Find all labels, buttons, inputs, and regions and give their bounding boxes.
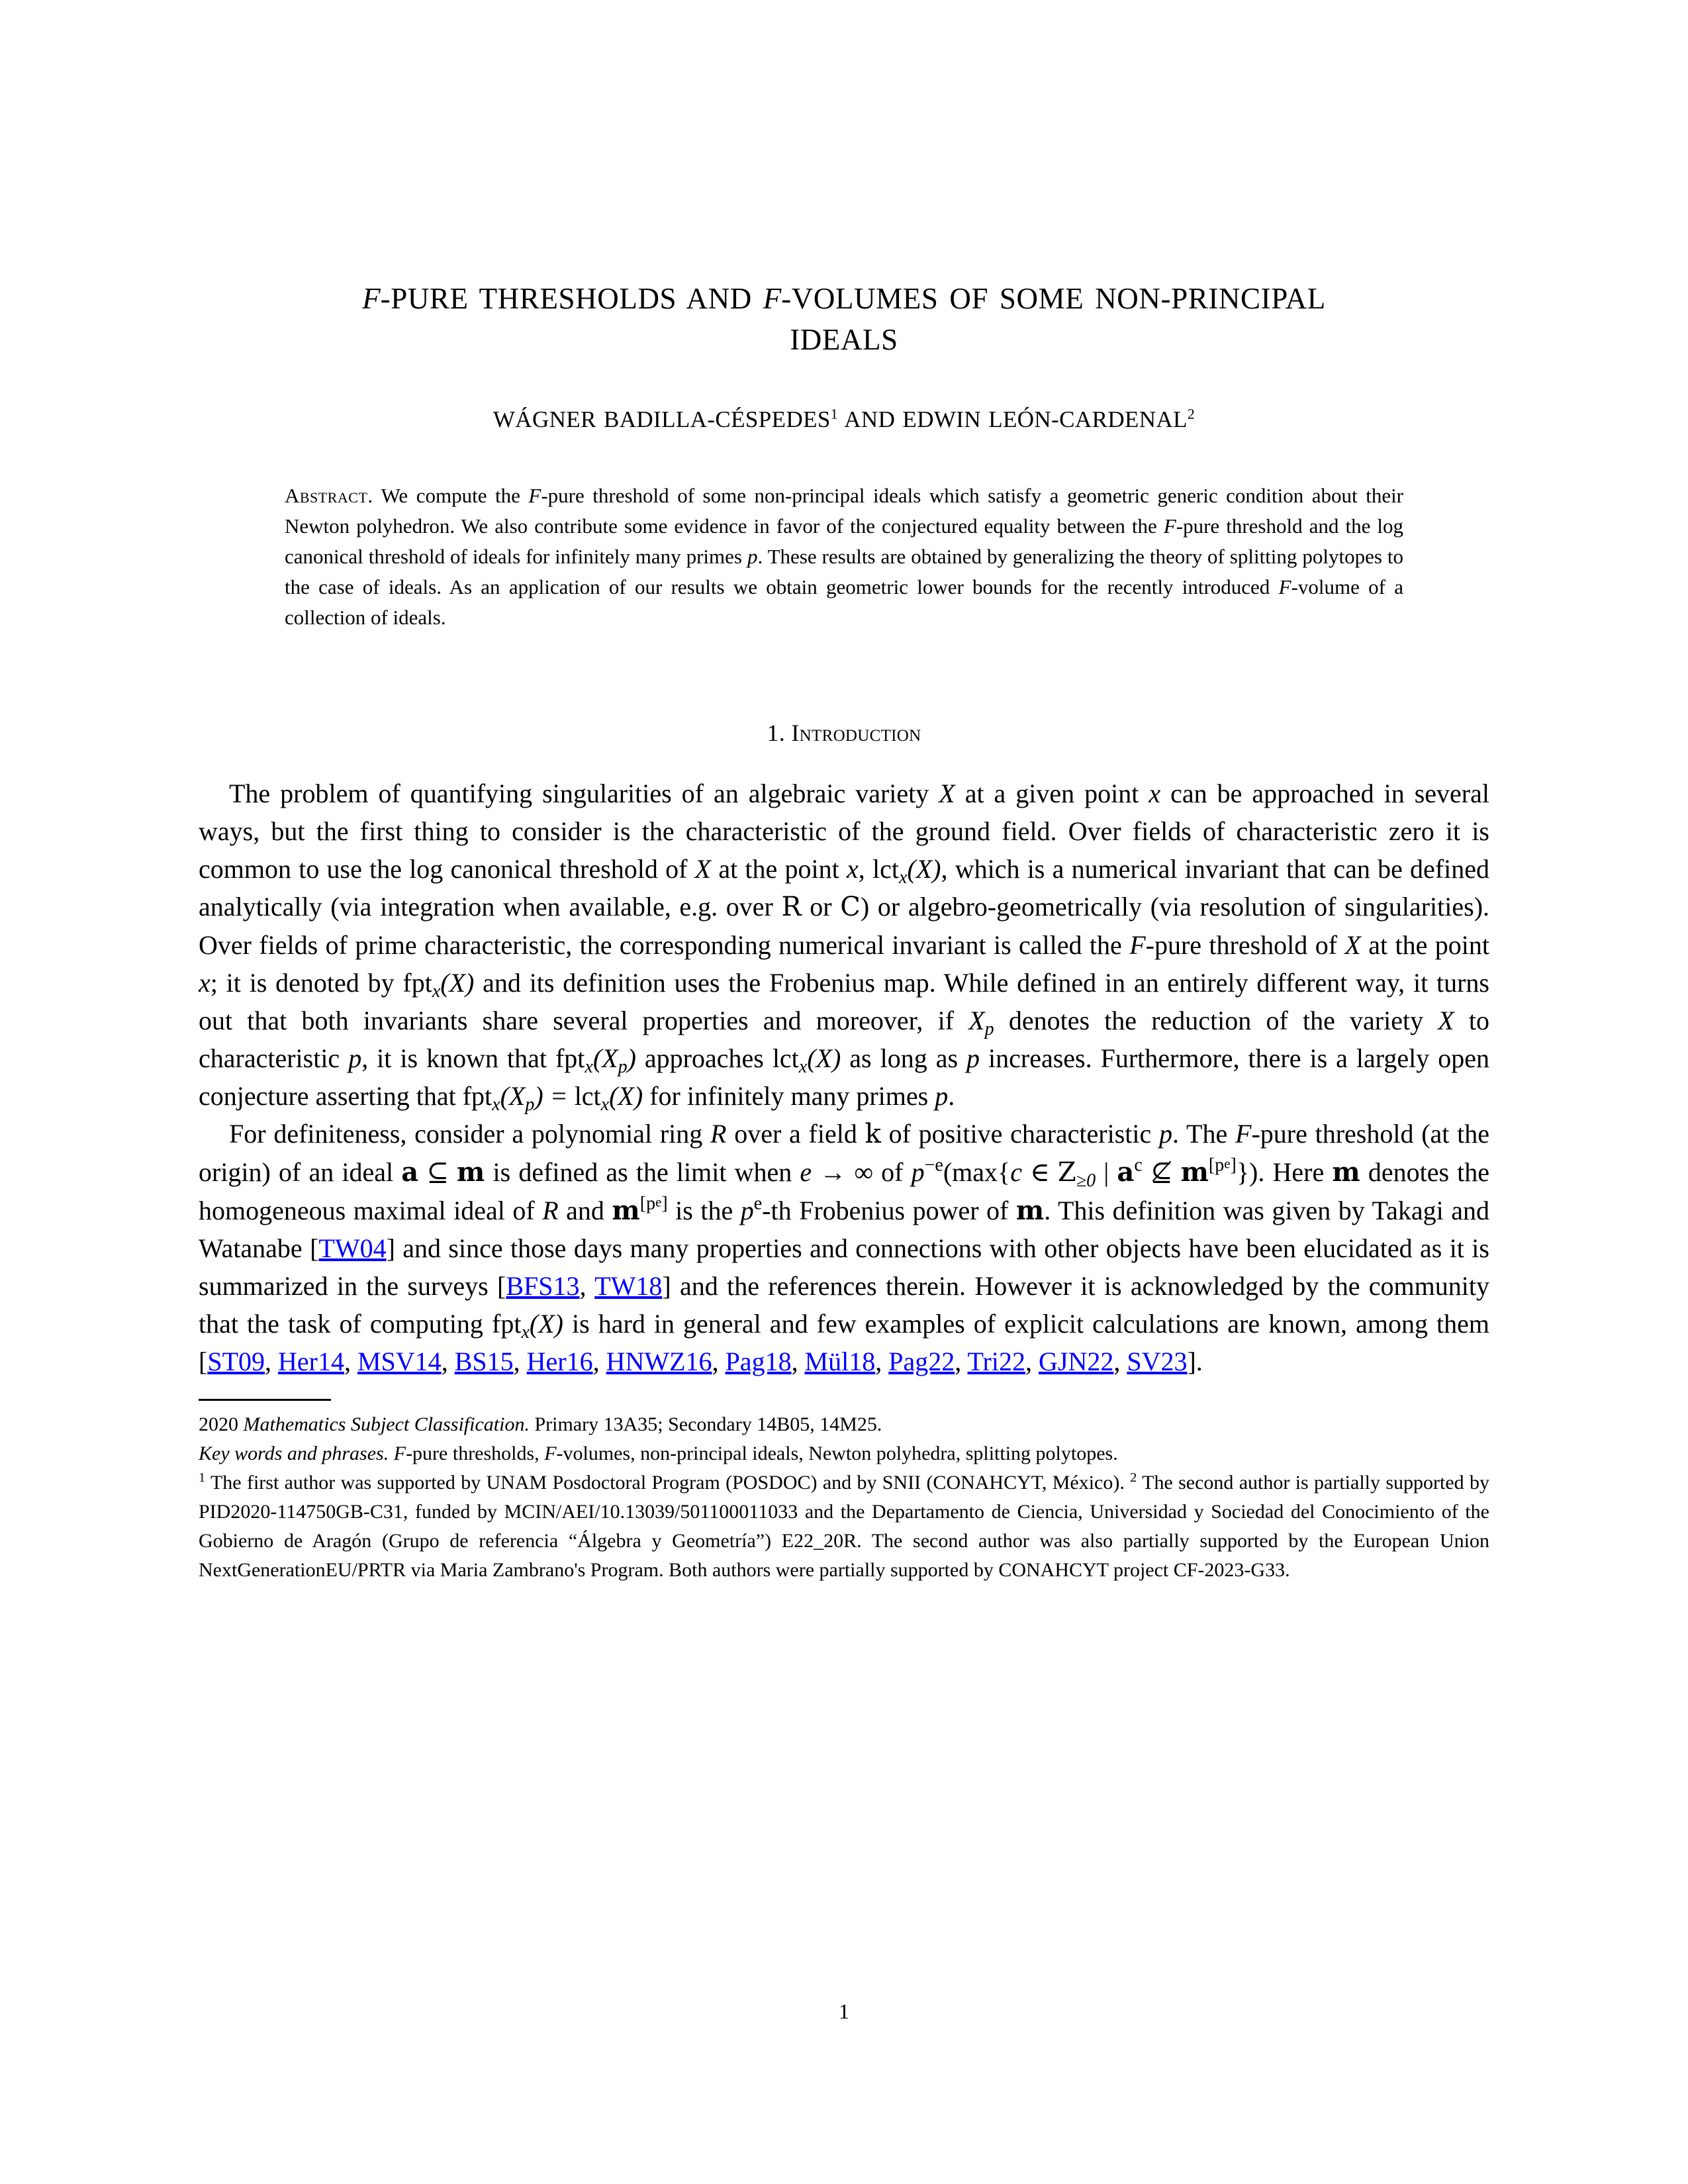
p2-fraktur-a-2: a: [1117, 1157, 1135, 1188]
p1-m14: p: [348, 1043, 362, 1073]
p2-fraktur-m-4-exp-b: e: [655, 1194, 662, 1210]
abstract-block: [285, 481, 1403, 633]
title-text-a: -: [380, 282, 391, 315]
abstract-math-f-1: F: [528, 484, 541, 507]
p1-s16: approaches: [635, 1043, 773, 1073]
footnote-divider: [199, 1399, 331, 1401]
section-title: Introduction: [791, 720, 921, 746]
p1-s6: , which is a numerical invariant that can be defined analytically (via integration when available, e.g. over: [199, 854, 1490, 922]
abstract-t4: . These results are obtained by generalizing the theory of splitting polytopes to the case of ideals. As an application of our results we obtain geometric lower bounds for the recently introduced: [285, 545, 1403, 598]
citation-hnwz16[interactable]: HNWZ16: [606, 1347, 712, 1376]
p2-s2: over a field: [726, 1119, 865, 1149]
author-1-footnote-mark: 1: [830, 406, 839, 422]
p1-m2: x: [1149, 779, 1161, 808]
p2-s15: and: [558, 1196, 612, 1225]
p1-fpt-1-sub: x: [432, 980, 441, 1002]
p2-fraktur-m-4: m: [612, 1195, 640, 1226]
p2-fraktur-a-1: a: [401, 1157, 419, 1188]
p2-s19: ] and since those days many properties and connections with other objects have been elucidated as it is summarized in the surveys [: [199, 1233, 1489, 1301]
p1-fpt-2-arg: (X: [592, 1043, 618, 1073]
p1-m10: x: [199, 968, 211, 998]
p1-m13: X: [1438, 1006, 1454, 1035]
p2-var-c: c: [1010, 1157, 1022, 1187]
footnote-funding: [199, 1468, 1489, 1585]
p1-m3: X: [694, 854, 712, 884]
p2-s23: ].: [1187, 1347, 1203, 1376]
p2-blackboard-z-sub: ≥0: [1076, 1170, 1096, 1191]
p2-fraktur-m-1: m: [457, 1157, 485, 1188]
p2-s4: . The: [1172, 1119, 1235, 1149]
p2-fpt-arg: (X): [529, 1309, 563, 1339]
keywords-b: -pure thresholds,: [406, 1443, 545, 1464]
p2-s16: is the: [667, 1196, 741, 1225]
p1-fpt-1-arg: (X): [440, 968, 475, 998]
abstract-label: Abstract.: [285, 484, 373, 507]
p1-m1: X: [939, 779, 955, 808]
p1-lct-1: lct: [872, 854, 899, 884]
p1-blackboard-r: R: [781, 892, 802, 922]
p2-ring-r-2: R: [542, 1196, 559, 1225]
p2-s11: |: [1096, 1157, 1117, 1187]
citation-bfs13[interactable]: BFS13: [506, 1271, 580, 1301]
p2-p-e: p: [740, 1196, 754, 1225]
p1-fpt-2-sub: x: [585, 1056, 593, 1077]
p1-lct-1-sub: x: [898, 867, 908, 888]
title-line-2: IDEALS: [790, 323, 898, 356]
p1-s8: ) or algebro-geometrically (via resolution of singularities). Over fields of prime characteristic, the corresponding numerical invariant is called the: [199, 892, 1490, 960]
p2-s10: ∈: [1022, 1157, 1058, 1187]
title-text-c: -VOLUMES OF SOME NON-PRINCIPAL: [781, 282, 1326, 315]
author-line: [199, 406, 1489, 433]
p2-ring-r: R: [710, 1119, 727, 1149]
p2-fraktur-a-2-exp: c: [1134, 1155, 1143, 1176]
p1-s15: , it is known that: [361, 1043, 555, 1073]
abstract-t2: -pure threshold of some non-principal ideals which satisfy a geometric generic condition about their Newton polyhedron. We also contribute some evidence in favor of the conjectured equality between the: [285, 484, 1404, 538]
p1-lct-3-arg: (X): [609, 1081, 643, 1111]
abstract-t1: We compute the: [373, 484, 529, 507]
p1-fpt-2: fpt: [555, 1043, 585, 1073]
footnote-2-text: The second author is partially supported by PID2020-114750GB-C31, funded by MCIN/AEI/10.13039/501100011033 and the Departamento de Ciencia, Universidad y Sociedad del Conocimiento of the Gobierno de Aragón (Grupo de referencia “Álgebra y Geometría”) E22_20R. The second author was also partially supported by the European Union NextGenerationEU/PRTR via Maria Zambrano's Program. Both authors were partially supported by CONAHCYT project CF-2023-G33.: [199, 1472, 1489, 1581]
abstract-math-f-2: F: [1163, 514, 1176, 538]
paragraph-1: [199, 775, 1489, 1115]
p1-s5: ,: [858, 854, 872, 884]
p2-p-power: p: [911, 1157, 925, 1187]
citation-tw18[interactable]: TW18: [594, 1271, 663, 1301]
footnote-msc: [199, 1410, 1489, 1439]
p2-s17: -th Frobenius power of: [762, 1196, 1016, 1225]
p2-fraktur-m-4-exp-c: ]: [661, 1193, 668, 1214]
title-line-1: [199, 278, 1489, 319]
p2-p-power-exp: −e: [924, 1155, 943, 1176]
p2-char-p: p: [1159, 1119, 1173, 1149]
p2-s6: ⊆: [418, 1157, 457, 1187]
p1-xp-sub: p: [984, 1018, 994, 1039]
section-number: 1.: [767, 720, 786, 746]
p1-s1: The problem of quantifying singularities of an algebraic variety: [229, 779, 939, 808]
msc-label: Mathematics Subject Classification.: [243, 1413, 530, 1435]
p1-fpt-2-arg-sub: p: [618, 1056, 628, 1077]
p2-fpt: fpt: [492, 1309, 522, 1339]
p2-var-e: e: [800, 1157, 812, 1187]
citation-msv14[interactable]: MSV14: [357, 1347, 442, 1376]
page-title: [199, 278, 1489, 360]
p1-m20: p: [935, 1081, 949, 1111]
p2-blackboard-z: Z: [1057, 1157, 1076, 1188]
citation-her16[interactable]: Her16: [526, 1347, 593, 1376]
p2-s20: ,: [579, 1271, 595, 1301]
page-content: [199, 0, 1489, 1585]
p1-m9: X: [1344, 930, 1361, 960]
p2-field-k: k: [865, 1119, 881, 1149]
author-name-2: EDWIN LEÓN-CARDENAL: [902, 406, 1188, 432]
msc-year: 2020: [199, 1413, 244, 1435]
p1-lct-2: lct: [772, 1043, 799, 1073]
p1-fpt-3-arg: (X: [500, 1081, 526, 1111]
p1-s7: or: [801, 892, 841, 922]
p2-s8: → ∞ of: [812, 1157, 912, 1187]
p1-s20: .: [948, 1081, 955, 1111]
author-conjunction: AND: [838, 406, 903, 432]
keywords-c: -volumes, non-principal ideals, Newton polyhedra, splitting polytopes.: [556, 1443, 1118, 1464]
p2-fraktur-m-2-exp-b: e: [1224, 1156, 1231, 1172]
citation-her14[interactable]: Her14: [278, 1347, 344, 1376]
abstract-t3: -pure threshold and the log canonical threshold of ideals for infinitely many primes: [285, 514, 1404, 568]
p2-s14: denotes the homogeneous maximal ideal of: [199, 1157, 1490, 1225]
p2-fraktur-m-4-exp-a: [p: [639, 1193, 656, 1214]
citation-tri22[interactable]: Tri22: [967, 1347, 1025, 1376]
footnotes-block: [199, 1410, 1489, 1585]
p1-s13: denotes the reduction of the variety: [994, 1006, 1438, 1035]
abstract-t5: -volume of a collection of ideals.: [285, 575, 1403, 629]
footnote-1-text: The first author was supported by UNAM Posdoctoral Program (POSDOC) and by SNII (CONAHCYT, México).: [205, 1472, 1131, 1494]
p1-fpt-3: fpt: [462, 1081, 492, 1111]
keywords-label: Key words and phrases.: [199, 1443, 389, 1464]
citation-pag18[interactable]: Pag18: [725, 1347, 792, 1376]
title-italic-f-2: F: [763, 282, 782, 315]
title-italic-f-1: F: [362, 282, 381, 315]
p1-s19: for infinitely many primes: [643, 1081, 935, 1111]
section-heading-introduction: [199, 719, 1489, 747]
author-2-footnote-mark: 2: [1187, 406, 1196, 422]
p1-s4: at the point: [711, 854, 847, 884]
p1-lct-3: lct: [574, 1081, 601, 1111]
msc-value: Primary 13A35; Secondary 14B05, 14M25.: [529, 1413, 882, 1435]
footnote-keywords: [199, 1439, 1489, 1468]
author-name-1: WÁGNER BADILLA-CÉSPEDES: [492, 406, 831, 432]
p2-p-e-exp: e: [753, 1193, 763, 1214]
citation-tw04[interactable]: TW04: [318, 1233, 387, 1263]
p1-lct-2-sub: x: [798, 1056, 808, 1077]
p2-s12: ⊈: [1142, 1157, 1181, 1187]
p1-lct-2-arg: (X): [807, 1043, 841, 1073]
p1-fpt-3-arg-sub: p: [525, 1094, 535, 1115]
footnote-mark-2: 2: [1130, 1470, 1137, 1485]
p1-fpt-1: fpt: [402, 968, 432, 998]
p1-fpt-2-close: ): [627, 1043, 636, 1073]
p1-lct-1-arg: (X): [907, 854, 941, 884]
p2-s3: of positive characteristic: [880, 1119, 1160, 1149]
p2-s21: ] and the references therein. However it is acknowledged by the community that the task of computing: [199, 1271, 1490, 1339]
p1-s10: at the point: [1360, 930, 1490, 960]
p1-xp: X: [968, 1006, 985, 1035]
p2-s22: is hard in general and few examples of explicit calculations are known, among them [: [199, 1309, 1489, 1376]
abstract-math-p: p: [747, 545, 758, 568]
keywords-math-f-2: F: [544, 1443, 557, 1464]
p1-m8: F: [1129, 930, 1146, 960]
p2-fraktur-m-5: m: [1015, 1195, 1045, 1226]
p2-s9: (max{: [943, 1157, 1011, 1187]
p1-s3: can be approached in several ways, but the first thing to consider is the characteristic of the ground field. Over fields of characteristic zero it is common to use the log canonical threshold of: [199, 779, 1489, 884]
p1-s2: at a given point: [955, 779, 1149, 808]
p2-s7: is defined as the limit when: [485, 1157, 800, 1187]
p1-blackboard-c: C: [840, 892, 861, 922]
citation-st09[interactable]: ST09: [207, 1347, 265, 1376]
citation-sv23[interactable]: SV23: [1127, 1347, 1188, 1376]
title-text-b: PURE THRESHOLDS AND: [391, 282, 763, 315]
p1-fpt-3-sub: x: [492, 1094, 500, 1115]
p2-s13: }). Here: [1236, 1157, 1333, 1187]
p2-fraktur-m-3: m: [1332, 1157, 1360, 1188]
citation-bs15[interactable]: BS15: [454, 1347, 514, 1376]
page-number: 1: [839, 1999, 849, 2023]
citation-mül18[interactable]: Mül18: [804, 1347, 876, 1376]
keywords-a: [389, 1443, 394, 1464]
p2-fraktur-m-2-exp-a: [p: [1208, 1155, 1225, 1176]
p1-s9: -pure threshold of: [1145, 930, 1345, 960]
p1-fpt-3-close: ) =: [534, 1081, 575, 1111]
p1-s14: to characteristic: [199, 1006, 1489, 1073]
paragraph-2: [199, 1115, 1489, 1380]
p1-m17: p: [966, 1043, 980, 1073]
p1-s18: increases. Furthermore, there is a largely open conjecture asserting that: [199, 1043, 1489, 1111]
body-text: [199, 775, 1489, 1380]
p2-fraktur-m-2: m: [1180, 1157, 1209, 1188]
p1-m4: x: [846, 854, 859, 884]
p2-fraktur-m-2-exp-c: ]: [1230, 1155, 1237, 1176]
p2-m4: F: [1235, 1119, 1252, 1149]
p2-s18: . This definition was given by Takagi and Watanabe [: [199, 1196, 1490, 1263]
keywords-math-f-1: F: [393, 1443, 406, 1464]
p1-s12: and its definition uses the Frobenius map. While defined in an entirely different way, it turns out that both invariants share several properties and moreover, if: [199, 968, 1489, 1035]
citation-gjn22[interactable]: GJN22: [1039, 1347, 1114, 1376]
p1-s17: as long as: [841, 1043, 967, 1073]
abstract-math-f-3: F: [1278, 575, 1291, 598]
p1-lct-3-sub: x: [600, 1094, 610, 1115]
citation-pag22[interactable]: Pag22: [888, 1347, 955, 1376]
p2-s5: -pure threshold (at the origin) of an ideal: [199, 1119, 1490, 1187]
p2-fpt-sub: x: [521, 1321, 530, 1343]
citation-list: ST09, Her14, MSV14, BS15, Her16, HNWZ16, Pag18, Mül18, Pag22, Tri22, GJN22, SV23: [207, 1347, 1188, 1376]
p2-s1: For definiteness, consider a polynomial ring: [229, 1119, 711, 1149]
footnote-mark-1: 1: [199, 1470, 206, 1485]
p1-s11: ; it is denoted by: [210, 968, 403, 998]
